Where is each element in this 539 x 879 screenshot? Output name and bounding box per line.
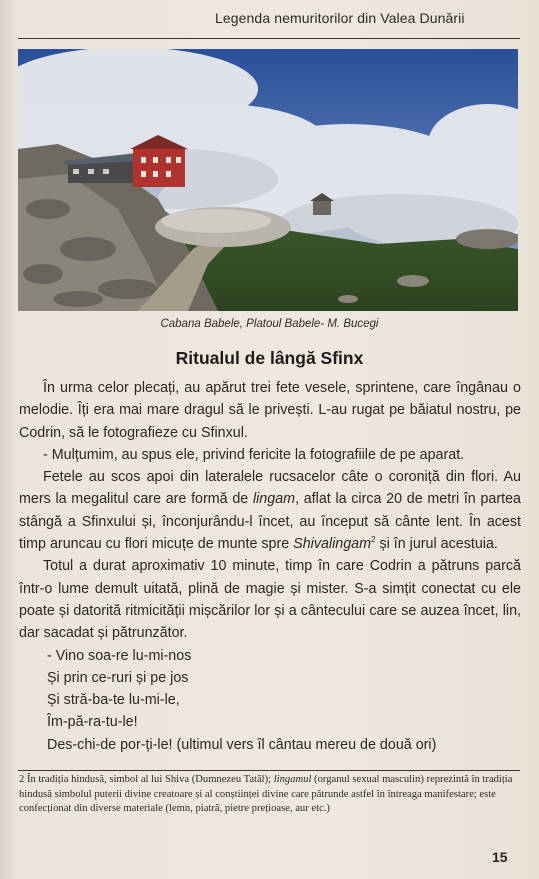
term-lingam: lingam	[252, 491, 296, 508]
photo-illustration	[18, 49, 518, 311]
paragraph-3	[19, 466, 521, 555]
footnote-ref[interactable]: 2	[371, 535, 376, 545]
paragraph-3-text: Fetele au scos apoi din lateralele rucsacelor câte o coroniță din flori. Au mers la megalitul care are formă de	[19, 469, 521, 508]
footnote-text: (organul sexual masculin) reprezintă în tradiția hindusă simbolul puterii divine creatoare și al conștiinței divine care pătrunde astfel în întreaga manifestare; este confecționat din diverse materiale (lemn, piatră, pietre prețioase, aur etc.)	[19, 774, 513, 815]
footnote	[19, 773, 521, 817]
verse-line: Și prin ce-ruri și pe jos	[47, 669, 189, 686]
footnote-text: 2 În tradiția hindusă, simbol al lui Shiva (Dumnezeu Tatăl);	[19, 774, 274, 785]
verse-line: Îm-pă-ra-tu-le!	[47, 714, 138, 731]
verse-line: Și stră-ba-te lu-mi-le,	[47, 692, 180, 709]
paragraph-3-text: și în jurul acestuia.	[375, 536, 498, 553]
paragraph-1: În urma celor plecați, au apărut trei fete vesele, sprintene, care îngânau o melodie. Îți era mai mare dragul să le privești. L-au rugat pe băiatul nostru, pe Codrin, să le fotografieze cu Sfinxul.	[19, 380, 521, 441]
paragraph-2: - Mulțumim, au spus ele, privind fericite la fotografiile de pe aparat.	[43, 446, 465, 463]
term-shivalingam: Shivalingam	[293, 536, 372, 553]
body-text	[19, 377, 521, 756]
section-title: Ritualul de lângă Sfinx	[175, 348, 364, 368]
footnote-term-lingamul: lingamul	[273, 774, 312, 785]
page-number: 15	[492, 849, 508, 865]
header-rule	[18, 38, 520, 39]
paragraph-3-text: , aflat la circa 20 de metri în partea stângă a Sfinxului și, înconjurându-l încet, au început să cânte lent. În acest timp aruncau cu flori micuțe de munte spre	[19, 491, 522, 553]
verse-line: - Vino soa-re lu-mi-nos	[47, 647, 192, 664]
paragraph-4: Totul a durat aproximativ 10 minute, timp în care Codrin a pătruns parcă într-o lume demult uitată, plină de magie și mister. S-a simțit conectat cu ele poate și datorită ritmicității mișcărilor lor și a cântecului care se auzea încet, lin, dar sacadat și pătrunzător.	[19, 558, 521, 642]
photo-cabana-babele	[18, 49, 518, 311]
verse-line: Des-chi-de por-ți-le! (ultimul vers îl cântau mereu de două ori)	[47, 736, 437, 753]
running-header: Legenda nemuritorilor din Valea Dunării	[215, 10, 465, 26]
footnote-rule	[18, 770, 520, 771]
photo-caption: Cabana Babele, Platoul Babele- M. Bucegi	[160, 318, 379, 330]
